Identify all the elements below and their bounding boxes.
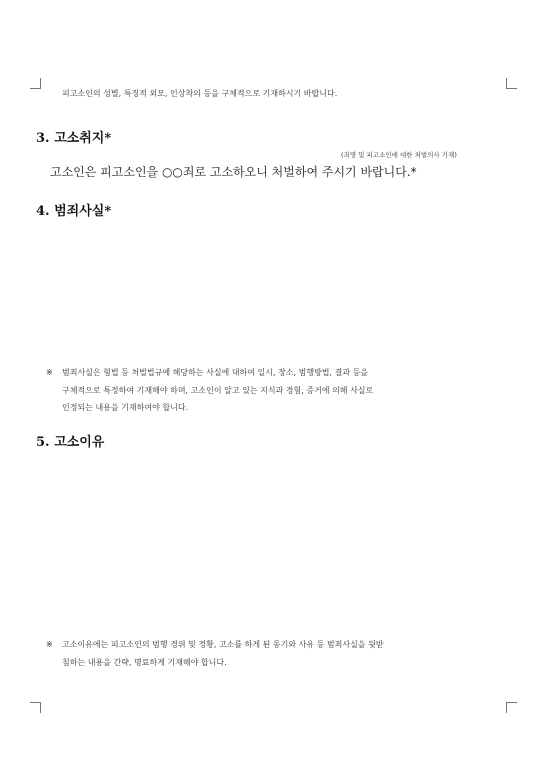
section4-note-mark: ※: [46, 368, 53, 377]
top-note: 피고소인의 성별, 특징적 외모, 인상착의 등을 구체적으로 기재하시기 바랍니다.: [62, 89, 338, 98]
crop-mark-top-left: [30, 78, 41, 89]
crop-mark-bottom-left: [30, 702, 41, 713]
section3-note: (죄명 및 피고소인에 대한 처벌의사 기재): [341, 151, 457, 159]
crop-mark-top-right: [506, 78, 517, 89]
section5-heading: 5. 고소이유: [36, 435, 105, 450]
section3-heading: 3. 고소취지*: [36, 131, 112, 146]
section4-note-line: 구체적으로 특정하여 기재해야 하며, 고소인이 알고 있는 지식과 경험, 증거에 의해 사실로: [62, 386, 374, 395]
section3-body: 고소인은 피고소인을 ○○죄로 고소하오니 처벌하여 주시기 바랍니다.*: [50, 165, 417, 179]
crop-mark-bottom-right: [506, 702, 517, 713]
section5-note-mark: ※: [46, 640, 53, 649]
section4-note-line: 범죄사실은 형법 등 처벌법규에 해당하는 사실에 대하여 일시, 장소, 범행방법, 결과 등을: [62, 368, 369, 377]
section4-note-line: 인정되는 내용을 기재하여야 합니다.: [62, 403, 189, 412]
section5-note-line: 침하는 내용을 간략, 명료하게 기재해야 합니다.: [62, 658, 227, 667]
section5-note-line: 고소이유에는 피고소인의 범행 경위 및 정황, 고소를 하게 된 동기와 사유 등 범죄사실을 뒷받: [62, 640, 384, 649]
section4-heading: 4. 범죄사실*: [36, 204, 112, 219]
